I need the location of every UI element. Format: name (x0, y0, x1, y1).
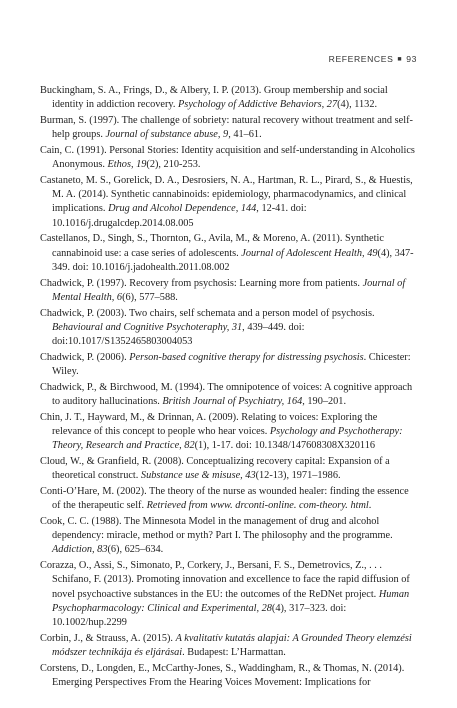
reference-text: Burman, S. (1997). The challenge of sobriety: natural recovery without treatment and self-help groups. (40, 115, 413, 141)
reference-text: (6), 577–588. (122, 291, 178, 303)
bullet-separator: ■ (397, 56, 403, 63)
reference-entry (40, 515, 417, 558)
reference-text: Cain, C. (1991). Personal Stories: Identity acquisition and self-understanding in Alcoholics Anonymous. (40, 145, 415, 171)
reference-text: Castaneto, M. S., Gorelick, D. A., Desrosiers, N. A., Hartman, R. L., Pirard, S., & Huestis, M. A. (2014). Synthetic cannabinoids: epidemiology, pharmacodynamics, and clinical implications. (40, 175, 413, 215)
reference-source-italic: Human Psychopharmacology: Clinical and Experimental, 28 (52, 588, 410, 614)
reference-entry (40, 232, 417, 275)
reference-text: Chadwick, P. (2003). Two chairs, self schemata and a person model of psychosis. (40, 307, 375, 319)
reference-source-italic: Journal of Adolescent Health, 49 (241, 247, 378, 259)
reference-source-italic: Retrieved from www. drconti-online. com-theory. html (146, 500, 369, 512)
reference-text: (2), 210-253. (146, 159, 201, 171)
reference-source-italic: Ethos, 19 (107, 159, 147, 171)
reference-entry (40, 307, 417, 350)
reference-source-italic: Person-based cognitive therapy for distressing psychosis (129, 351, 364, 363)
reference-entry (40, 632, 417, 660)
reference-entry (40, 84, 417, 112)
reference-text: . (368, 500, 372, 512)
reference-text: Cloud, W., & Granfield, R. (2008). Conceptualizing recovery capital: Expansion of a theoretical construct. (40, 456, 390, 482)
reference-source-italic: Psychology and Psychotherapy: Theory, Research and Practice, 82 (52, 426, 403, 452)
reference-text: Corazza, O., Assi, S., Simonato, P., Corkery, J., Bersani, F. S., Demetrovics, Z., . . . Schifano, F. (2013). Promoting innovation and excellence to face the rapid diffusion of novel psychoactive substances in the EU: the outcomes of the ReDNet project. (40, 560, 410, 600)
reference-text: (6), 625–634. (107, 544, 164, 556)
reference-text: Buckingham, S. A., Frings, D., & Albery, I. P. (2013). Group membership and social identity in addiction recovery. (40, 85, 388, 111)
running-head (329, 54, 417, 64)
reference-text: , 190–201. (302, 396, 347, 408)
reference-entry (40, 174, 417, 231)
reference-text: Castellanos, D., Singh, S., Thornton, G., Avila, M., & Moreno, A. (2011). Synthetic cannabinoid use: a case series of adolescents. (40, 233, 384, 259)
reference-source-italic: Journal of Mental Health, 6 (52, 277, 406, 303)
reference-text: Chadwick, P. (2006). (40, 351, 130, 363)
reference-entry (40, 455, 417, 483)
reference-source-italic: A kvalitatív kutatás alapjai: A Grounded Theory elemzési módszer technikája és eljárásai (52, 632, 412, 659)
reference-list (40, 84, 417, 692)
reference-source-italic: Journal of substance abuse, 9 (105, 129, 229, 141)
reference-text: (4), 1132. (337, 99, 378, 111)
reference-text: (4), 347-349. doi: 10.1016/j.jadohealth.2011.08.002 (52, 247, 414, 273)
reference-text: . Chicester: Wiley. (52, 351, 411, 378)
page-number: 93 (406, 54, 417, 64)
reference-entry (40, 144, 417, 172)
reference-text: , 12-41. doi: 10.1016/j.drugalcdep.2014.08.005 (52, 203, 307, 229)
reference-entry (40, 277, 417, 305)
reference-entry (40, 381, 417, 409)
reference-source-italic: Psychology of Addictive Behaviors, 27 (178, 99, 338, 111)
reference-text: (4), 317–323. doi: 10.1002/hup.2299 (52, 602, 347, 629)
reference-entry (40, 485, 417, 513)
reference-entry (40, 411, 417, 454)
reference-source-italic: Substance use & misuse, 43 (140, 470, 256, 482)
reference-text: , 41–61. (228, 129, 262, 141)
reference-text: Chin, J. T., Hayward, M., & Drinnan, A. (2009). Relating to voices: Exploring the relevance of this concept to people who hear voices. (40, 411, 378, 438)
reference-text: (1), 1-17. doi: 10.1348/147608308X320116 (194, 440, 375, 452)
reference-text: Corstens, D., Longden, E., McCarthy-Jones, S., Waddingham, R., & Thomas, N. (2014). Emerging Perspectives From the Hearing Voices Movement: Implications for (40, 662, 405, 689)
reference-text: Corbin, J., & Strauss, A. (2015). (40, 632, 176, 644)
reference-text: Cook, C. C. (1988). The Minnesota Model in the management of drug and alcohol dependency: miracle, method or myth? Part I. The philosophy and the programme. (40, 516, 393, 542)
reference-source-italic: Behavioural and Cognitive Psychoteraphy, 31 (52, 321, 243, 333)
reference-text: , 439–449. doi: doi:10.1017/S1352465803004053 (52, 321, 305, 348)
reference-entry (40, 662, 417, 690)
reference-text: . Budapest: L’Harmattan. (182, 647, 286, 659)
reference-source-italic: Drug and Alcohol Dependence, 144 (108, 203, 257, 215)
reference-text: Conti-O’Hare, M. (2002). The theory of the nurse as wounded healer: finding the essence of the therapeutic self. (40, 486, 409, 512)
reference-text: (12-13), 1971–1986. (255, 470, 341, 482)
reference-text: Chadwick, P. (1997). Recovery from psychosis: Learning more from patients. (40, 277, 363, 289)
reference-entry (40, 559, 417, 630)
reference-source-italic: Addiction, 83 (52, 544, 108, 556)
reference-entry (40, 351, 417, 379)
reference-source-italic: British Journal of Psychiatry, 164 (162, 396, 303, 408)
reference-entry (40, 114, 417, 142)
reference-text: Chadwick, P., & Birchwood, M. (1994). The omnipotence of voices: A cognitive approach to auditory hallucinations. (40, 381, 413, 408)
running-head-label: REFERENCES (328, 54, 394, 64)
